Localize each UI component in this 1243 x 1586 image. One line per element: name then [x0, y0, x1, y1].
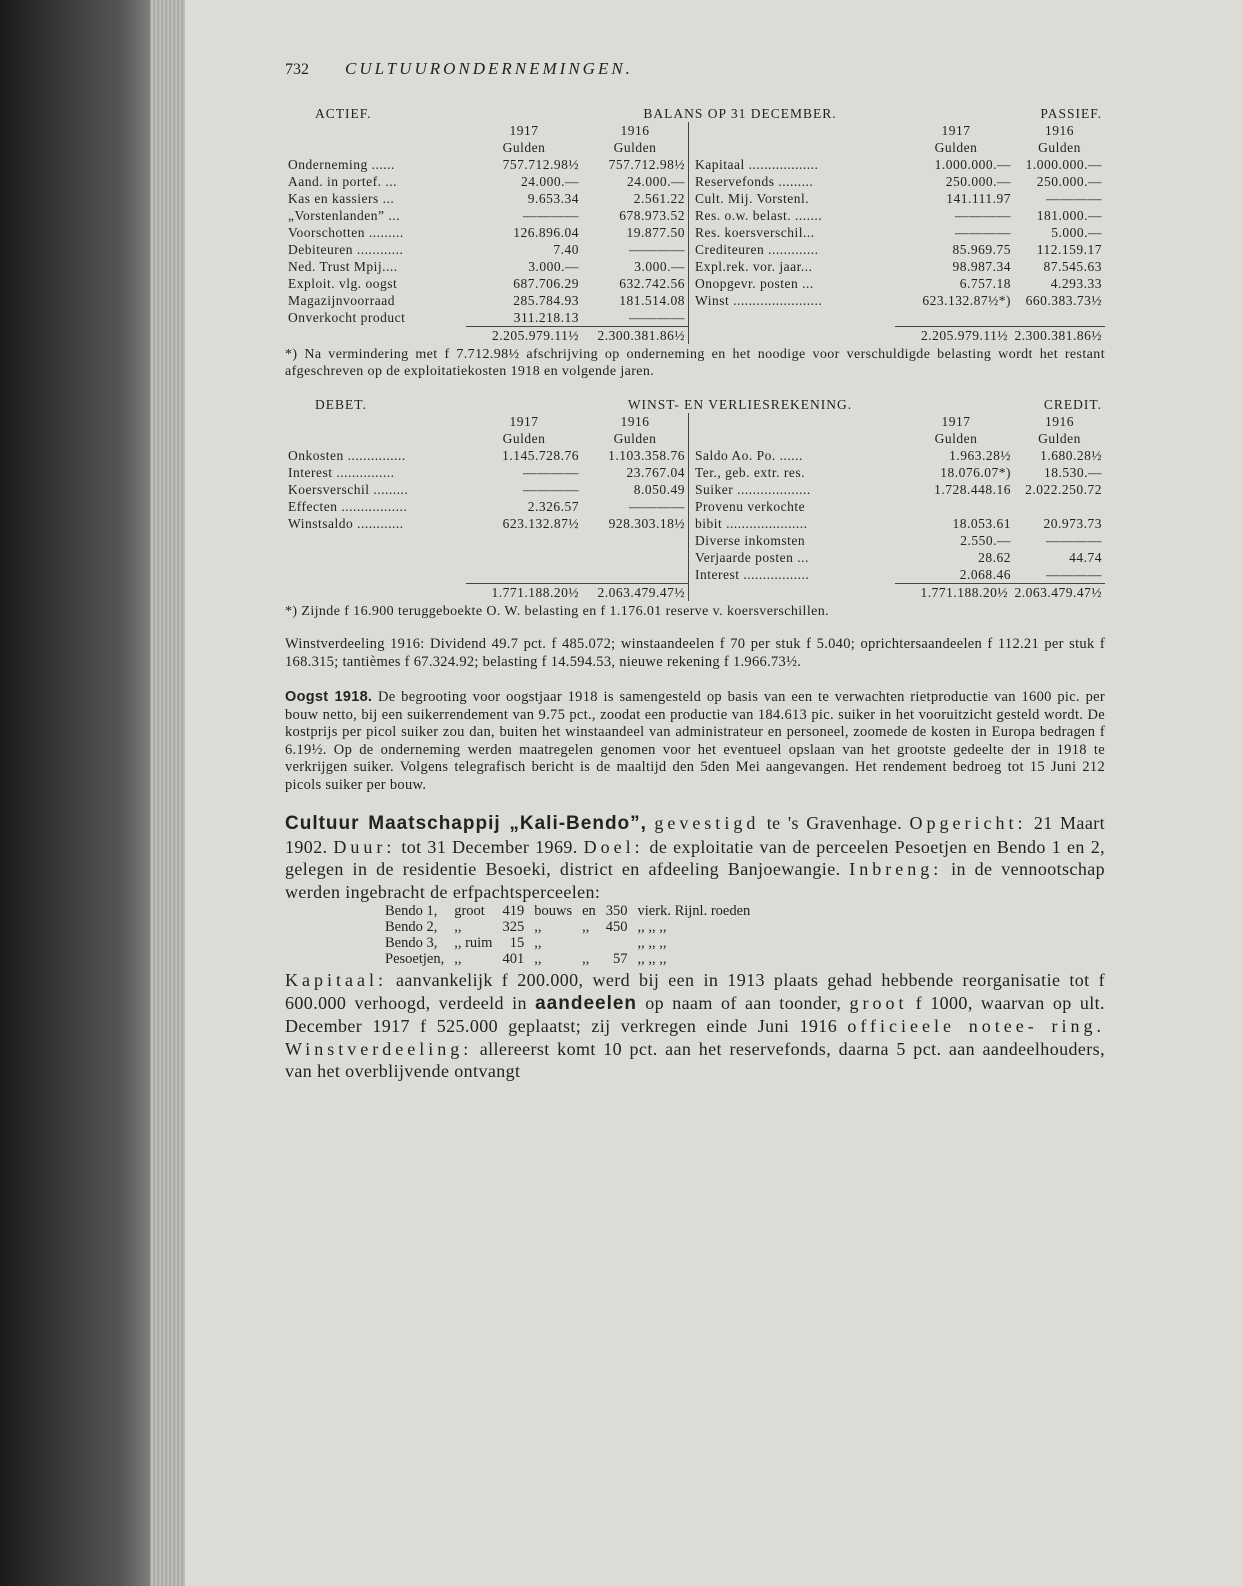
- amount-cell: 2.550.—: [960, 533, 1011, 548]
- winstverdeeling-label: Winstverdeeling:: [285, 1038, 473, 1059]
- balance-heading: BALANS OP 31 DECEMBER.: [643, 106, 837, 121]
- parcel-row: [385, 951, 760, 967]
- row-label: Voorschotten .........: [288, 225, 404, 240]
- amount-cell: 9.653.34: [527, 191, 579, 206]
- parcel-cell: 57: [613, 951, 628, 967]
- amount-cell: [582, 549, 689, 566]
- amount-cell: 1.145.728.76: [502, 448, 579, 463]
- parcel-cell: 15: [509, 935, 525, 951]
- amount-cell: 85.969.75: [952, 242, 1011, 257]
- amount-cell: 24.000.—: [521, 174, 579, 189]
- parcel-cell: ,,: [454, 951, 462, 967]
- profit-loss-account: [285, 396, 1105, 583]
- amount-cell: 2.068.46: [959, 567, 1011, 582]
- duur-label: Duur:: [333, 836, 396, 857]
- passief-heading: PASSIEF.: [1040, 106, 1102, 121]
- parcel-cell: ,,: [534, 935, 542, 951]
- page-edges: [150, 0, 190, 1586]
- amount-cell: 1.680.28½: [1040, 448, 1102, 463]
- amount-cell: 98.987.34: [952, 259, 1011, 274]
- amount-cell: 687.706.29: [513, 276, 579, 291]
- parcel-cell: ,,: [534, 919, 542, 935]
- parcel-cell: bouws: [534, 903, 573, 919]
- unit-label: Gulden: [502, 431, 546, 446]
- book-spine: [0, 0, 160, 1586]
- total-cell: 2.300.381.86½: [1011, 327, 1105, 345]
- table-row: [285, 464, 1105, 481]
- parcel-cell: Pesoetjen,: [385, 951, 445, 967]
- total-cell: 2.063.479.47½: [582, 584, 689, 602]
- amount-cell: ————: [1046, 191, 1102, 206]
- parcel-cell: en: [582, 903, 596, 919]
- amount-cell: 112.159.17: [1036, 242, 1102, 257]
- groot-label: groot: [849, 992, 908, 1013]
- row-label: Res. o.w. belast. .......: [689, 207, 899, 224]
- kapitaal-text-2: op naam of aan toonder,: [645, 992, 842, 1013]
- unit-label: Gulden: [613, 140, 657, 155]
- amount-cell: 181.000.—: [1036, 208, 1102, 223]
- amount-cell: ————: [629, 242, 685, 257]
- row-label: Verjaarde posten ...: [689, 549, 899, 566]
- total-cell: 2.300.381.86½: [582, 327, 689, 345]
- oogst-text: De begrooting voor oogstjaar 1918 is samengesteld op basis van een te verwachten rietproductie van 1600 pic. per bouw netto, bij een suikerrendement van 9.75 pct., zoodat een productie van 184.613 pic. suiker in het vooruitzicht gesteld wordt. De kostprijs per picol suiker zou dan, buiten het winstaandeel van administrateur en personeel, zoomede de kosten in Europa bedragen f 6.19½. Op de onderneming werden maatregelen genomen voor het eventueel opslaan van het grootste gedeelte der in 1918 te verkrijgen suiker. Volgens telegrafisch bericht is de maaltijd den 5den Mei aangevangen. Het rendement bedroeg tot 15 Juni 212 picols suiker per bouw.: [285, 689, 1105, 793]
- amount-cell: 20.973.73: [1043, 516, 1102, 531]
- table-row: [285, 258, 1105, 275]
- parcel-table: [385, 903, 760, 967]
- company-location: te 's Gravenhage.: [766, 813, 903, 833]
- table-row: [285, 241, 1105, 258]
- amount-cell: 250.000.—: [945, 174, 1011, 189]
- amount-cell: 8.050.49: [633, 482, 685, 497]
- parcel-cell: ,,: [534, 951, 542, 967]
- amount-cell: ————: [955, 225, 1011, 240]
- amount-cell: 623.132.87½: [502, 516, 579, 531]
- amount-cell: ————: [955, 208, 1011, 223]
- row-label: Debiteuren ............: [288, 242, 404, 257]
- parcel-cell: 419: [502, 903, 525, 919]
- year-label: 1917: [941, 414, 971, 429]
- row-label: Kas en kassiers ...: [288, 191, 395, 206]
- amount-cell: 4.293.33: [1050, 276, 1102, 291]
- parcel-cell: ,,: [582, 951, 590, 967]
- total-cell: 1.771.188.20½: [466, 584, 582, 602]
- amount-cell: 24.000.—: [627, 174, 685, 189]
- row-label: Provenu verkochte: [689, 498, 899, 515]
- year-label: 1916: [620, 414, 650, 429]
- amount-cell: 311.218.13: [513, 310, 579, 325]
- amount-cell: 1.103.358.76: [608, 448, 685, 463]
- row-label: Cult. Mij. Vorstenl.: [689, 190, 899, 207]
- balance-sheet: [285, 105, 1105, 326]
- row-label: Diverse inkomsten: [689, 532, 899, 549]
- amount-cell: ————: [523, 482, 579, 497]
- row-label: [285, 549, 466, 566]
- row-label: Res. koersverschil...: [689, 224, 899, 241]
- amount-cell: 1.963.28½: [949, 448, 1011, 463]
- company-entry: [285, 812, 1105, 903]
- row-label: Exploit. vlg. oogst: [288, 276, 398, 291]
- table-row: [285, 566, 1105, 583]
- table-row: [285, 515, 1105, 532]
- amount-cell: 285.784.93: [513, 293, 579, 308]
- unit-label: Gulden: [613, 431, 657, 446]
- amount-cell: 757.712.98½: [502, 157, 579, 172]
- inbreng-label: Inbreng:: [849, 859, 943, 879]
- amount-cell: 660.383.73½: [1025, 293, 1102, 308]
- parcel-cell: [582, 935, 606, 951]
- table-row: [285, 532, 1105, 549]
- kapitaal-text-1: aanvankelijk f 200.000, werd bij een in 1913 plaats gehad hebbende reorganisatie tot f 600.000 verhoogd, verdeeld in: [285, 970, 1105, 1013]
- amount-cell: 2.022.250.72: [1025, 482, 1102, 497]
- duur-value: tot 31 December 1969.: [401, 836, 578, 857]
- gevestigd-label: gevestigd: [654, 813, 760, 833]
- company-capital: [285, 969, 1105, 1083]
- amount-cell: 18.530.—: [1044, 465, 1102, 480]
- unit-label: Gulden: [502, 140, 546, 155]
- amount-cell: ————: [523, 208, 579, 223]
- oogst-paragraph: [285, 689, 1105, 794]
- amount-cell: [898, 498, 1014, 515]
- amount-cell: [466, 549, 582, 566]
- parcel-row: [385, 903, 760, 919]
- row-label: Expl.rek. vor. jaar...: [689, 258, 899, 275]
- row-label: Interest .................: [689, 566, 899, 583]
- table-row: [285, 549, 1105, 566]
- inbreng-value: in de vennootschap werden ingebracht de erfpachtsperceelen:: [285, 859, 1106, 902]
- amount-cell: [582, 532, 689, 549]
- amount-cell: 6.757.18: [959, 276, 1011, 291]
- amount-cell: 5.000.—: [1051, 225, 1102, 240]
- row-label: „Vorstenlanden” ...: [288, 208, 400, 223]
- unit-label: Gulden: [1038, 431, 1081, 446]
- doel-label: Doel:: [583, 836, 644, 857]
- amount-cell: ————: [523, 465, 579, 480]
- amount-cell: 18.076.07*): [940, 465, 1011, 480]
- amount-cell: 678.973.52: [619, 208, 685, 223]
- amount-cell: 3.000.—: [528, 259, 579, 274]
- amount-cell: 18.053.61: [952, 516, 1011, 531]
- parcel-cell: 401: [502, 951, 525, 967]
- row-label: Magazijnvoorraad: [288, 293, 395, 308]
- row-label: [285, 566, 466, 583]
- parcel-cell: 350: [605, 903, 628, 919]
- row-label: Winst .......................: [689, 292, 899, 309]
- running-title: CULTUURONDERNEMINGEN.: [345, 59, 633, 78]
- aandeelen-label: aandeelen: [535, 992, 638, 1014]
- amount-cell: 757.712.98½: [608, 157, 685, 172]
- opgericht-value: 21 Maart 1902.: [285, 813, 1106, 857]
- row-label: [689, 309, 899, 326]
- row-label: Interest ...............: [288, 465, 395, 480]
- total-cell: 2.063.479.47½: [1011, 584, 1105, 602]
- winstverdeeling-paragraph: Winstverdeeling 1916: Dividend 49.7 pct. f 485.072; winstaandeelen f 70 per stuk f 5.040; oprichtersaandeelen f 112.21 per stuk f 168.315; tantièmes f 67.324.92; belasting f 14.594.53, nieuwe rekening f 1.966.73½.: [285, 636, 1105, 670]
- parcel-cell: 325: [502, 919, 525, 935]
- oogst-label: Oogst 1918.: [285, 689, 373, 705]
- amount-cell: 623.132.87½*): [922, 293, 1011, 308]
- row-label: Kapitaal ..................: [689, 156, 899, 173]
- debet-heading: DEBET.: [315, 397, 367, 412]
- amount-cell: [1014, 309, 1105, 326]
- amount-cell: 7.40: [553, 242, 579, 257]
- profit-loss-heading: WINST- EN VERLIESREKENING.: [627, 397, 853, 412]
- unit-label: Gulden: [1038, 140, 1081, 155]
- amount-cell: 87.545.63: [1043, 259, 1102, 274]
- amount-cell: 44.74: [1069, 550, 1102, 565]
- row-label: Saldo Ao. Po. ......: [689, 447, 899, 464]
- amount-cell: 1.000.000.—: [934, 157, 1011, 172]
- row-label: Onderneming ......: [288, 157, 395, 172]
- amount-cell: 3.000.—: [634, 259, 685, 274]
- parcel-cell: ,, ,, ,,: [637, 919, 667, 935]
- table-row: [285, 498, 1105, 515]
- row-label: Crediteuren .............: [689, 241, 899, 258]
- row-label: Onverkocht product: [288, 310, 406, 325]
- amount-cell: 1.728.448.16: [934, 482, 1011, 497]
- amount-cell: [466, 566, 582, 583]
- kapitaal-text-3: f 1000, waarvan op ult. December 1917 f 525.000 geplaatst; zij verkregen einde Juni 1916: [285, 992, 1105, 1036]
- unit-label: Gulden: [934, 140, 978, 155]
- parcel-cell: ,, ruim: [454, 935, 493, 951]
- row-label: Winstsaldo ............: [288, 516, 404, 531]
- company-name: Cultuur Maatschappij „Kali-Bendo”,: [285, 813, 647, 834]
- year-label: 1916: [1045, 414, 1074, 429]
- amount-cell: 2.326.57: [527, 499, 579, 514]
- winstverdeeling-text: allereerst komt 10 pct. aan het reservefonds, daarna 5 pct. aan aandeelhouders, van het overblijvende ontvangt: [285, 1038, 1105, 1081]
- parcel-cell: ,,: [454, 919, 462, 935]
- amount-cell: [582, 566, 689, 583]
- row-label: bibit .....................: [689, 515, 899, 532]
- amount-cell: [1014, 498, 1105, 515]
- amount-cell: 28.62: [978, 550, 1011, 565]
- table-row: [285, 481, 1105, 498]
- parcel-cell: ,, ,, ,,: [637, 935, 667, 951]
- page-number: 732: [285, 61, 309, 78]
- year-label: 1917: [509, 414, 539, 429]
- row-label: Ter., geb. extr. res.: [689, 464, 899, 481]
- amount-cell: 250.000.—: [1036, 174, 1102, 189]
- amount-cell: 181.514.08: [619, 293, 685, 308]
- balance-footnote: *) Na vermindering met f 7.712.98½ afschrijving op onderneming en het noodige voor verschuldigde belasting wordt het restant afgeschreven op de exploitatiekosten 1918 en volgende jaren.: [285, 347, 1105, 379]
- parcel-cell: 450: [605, 919, 628, 935]
- parcel-row: [385, 919, 760, 935]
- amount-cell: 632.742.56: [619, 276, 685, 291]
- amount-cell: 1.000.000.—: [1025, 157, 1102, 172]
- row-label: [285, 532, 466, 549]
- row-label: Aand. in portef. ...: [288, 174, 397, 189]
- parcel-cell: Bendo 3,: [385, 935, 438, 951]
- amount-cell: 2.561.22: [633, 191, 685, 206]
- total-cell: 2.205.979.11½: [466, 327, 582, 345]
- year-label: 1916: [1045, 123, 1074, 138]
- amount-cell: 928.303.18½: [608, 516, 685, 531]
- row-label: Effecten .................: [288, 499, 408, 514]
- row-label: Suiker ...................: [689, 481, 899, 498]
- amount-cell: 23.767.04: [626, 465, 685, 480]
- notering-label: officieele notee- ring.: [847, 1016, 1105, 1036]
- year-label: 1917: [941, 123, 971, 138]
- table-row: [285, 190, 1105, 207]
- year-label: 1916: [620, 123, 650, 138]
- kapitaal-label: Kapitaal:: [285, 970, 387, 990]
- profit-loss-footnote: *) Zijnde f 16.900 teruggeboekte O. W. belasting en f 1.176.01 reserve v. koersverschillen.: [285, 604, 830, 619]
- amount-cell: 19.877.50: [626, 225, 685, 240]
- parcel-cell: Bendo 1,: [385, 903, 438, 919]
- total-cell: 1.771.188.20½: [895, 584, 1011, 602]
- table-row: [285, 309, 1105, 326]
- parcel-row: [385, 935, 760, 951]
- amount-cell: 141.111.97: [946, 191, 1011, 206]
- unit-label: Gulden: [934, 431, 978, 446]
- parcel-cell: vierk. Rijnl. roeden: [637, 903, 751, 919]
- parcel-cell: ,, ,, ,,: [637, 951, 667, 967]
- row-label: Onopgevr. posten ...: [689, 275, 899, 292]
- row-label: Koersverschil .........: [288, 482, 409, 497]
- amount-cell: [466, 532, 582, 549]
- table-row: [285, 224, 1105, 241]
- amount-cell: ————: [629, 499, 685, 514]
- opgericht-label: Opgericht:: [909, 813, 1027, 833]
- table-row: [285, 447, 1105, 464]
- row-label: Onkosten ...............: [288, 448, 406, 463]
- table-row: [285, 275, 1105, 292]
- row-label: Ned. Trust Mpij....: [288, 259, 398, 274]
- year-label: 1917: [509, 123, 539, 138]
- parcel-cell: [606, 935, 638, 951]
- profit-loss-totals: [285, 583, 1105, 601]
- parcel-cell: groot: [454, 903, 485, 919]
- row-label: Reservefonds .........: [689, 173, 899, 190]
- parcel-cell: ,,: [582, 919, 590, 935]
- page-content: [285, 60, 1105, 1083]
- table-row: [285, 156, 1105, 173]
- parcel-cell: Bendo 2,: [385, 919, 438, 935]
- table-row: [285, 173, 1105, 190]
- balance-totals: [285, 326, 1105, 344]
- amount-cell: 126.896.04: [513, 225, 579, 240]
- table-row: [285, 292, 1105, 309]
- page: [185, 0, 1243, 1586]
- amount-cell: [898, 309, 1014, 326]
- page-header: [285, 60, 1105, 79]
- table-row: [285, 207, 1105, 224]
- actief-heading: ACTIEF.: [315, 106, 372, 121]
- credit-heading: CREDIT.: [1043, 397, 1102, 412]
- total-cell: 2.205.979.11½: [895, 327, 1011, 345]
- amount-cell: ————: [1046, 567, 1102, 582]
- doel-value: de exploitatie van de perceelen Pesoetjen en Bendo 1 en 2, gelegen in de residentie Besoeki, district en afdeeling Banjoewangie.: [285, 836, 1106, 879]
- amount-cell: ————: [1046, 533, 1102, 548]
- amount-cell: ————: [629, 310, 685, 325]
